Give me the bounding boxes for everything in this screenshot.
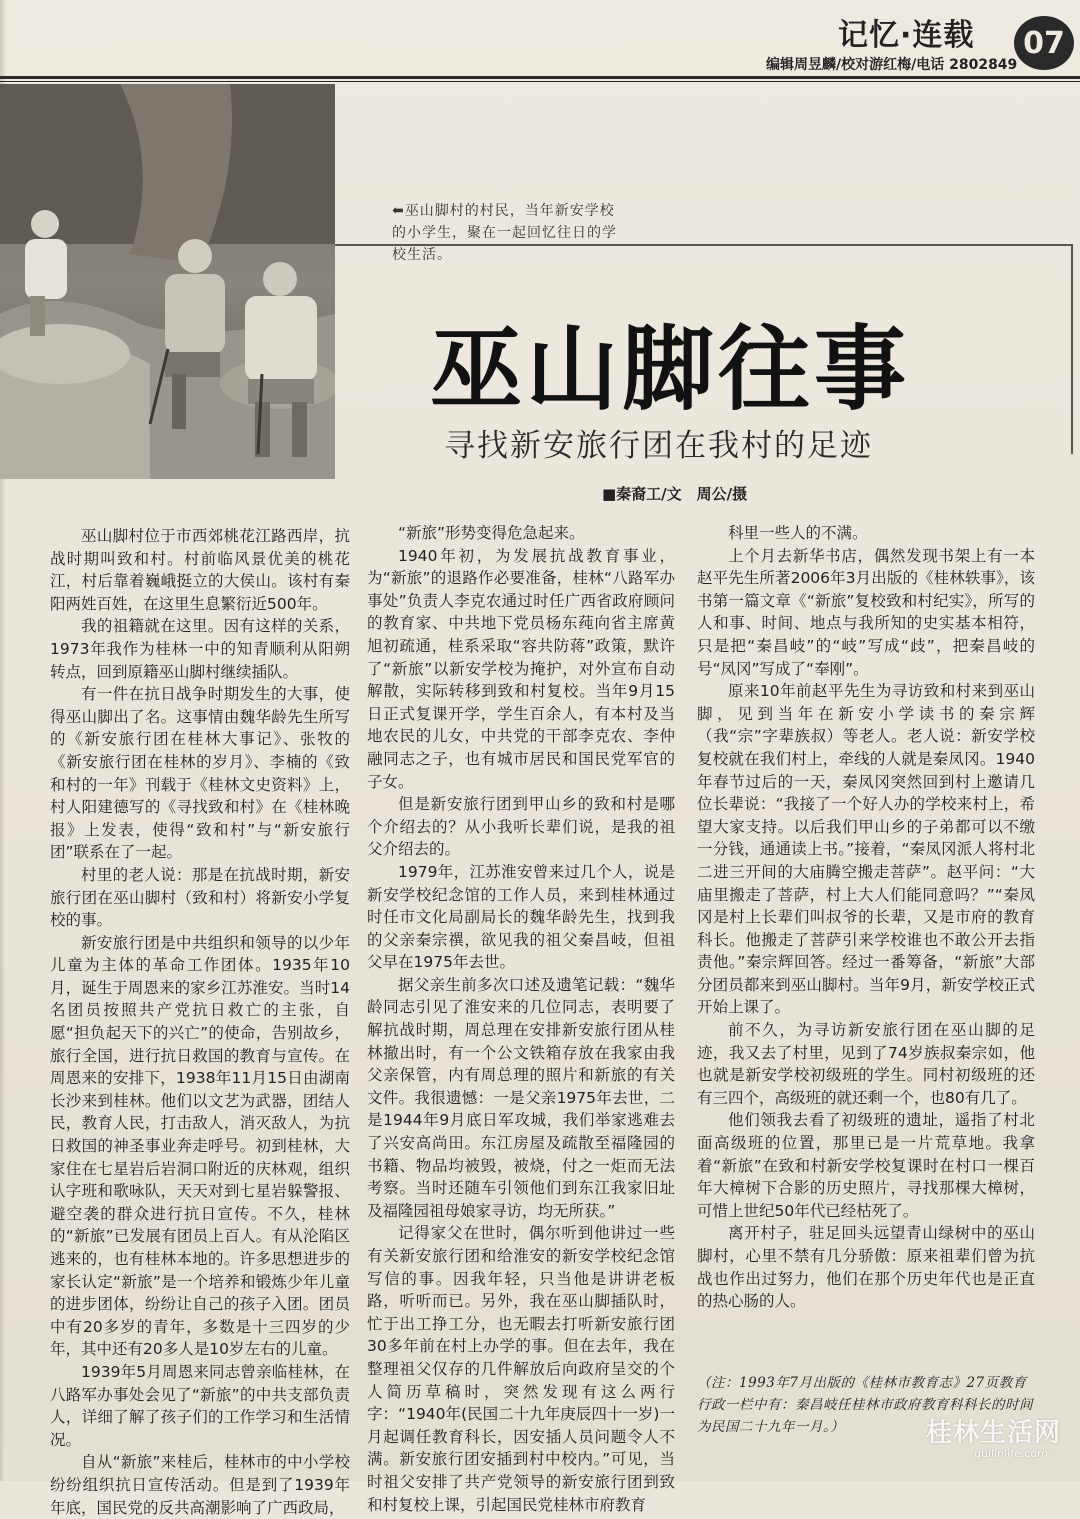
header-rule-thin [0,81,1080,82]
paragraph: 记得家父在世时，偶尔听到他讲过一些有关新安旅行团和给淮安的新安学校纪念馆写信的事。因我年轻，只当他是讲讲老板路，听听而已。另外，我在巫山脚插队时，忙于出工挣工分，也无暇去打听新安旅行团30多年前在村上办学的事。但在去年，我在整理祖父仅存的几件解放后向政府呈交的个人简历草稿时，突然发现有这么两行字：“1940年(民国二十九年庚辰四十一岁)一月起调任教育科长，因安插人员问题令人不满。新安旅行团安插到村中校内。”可见，当时祖父安排了共产党领导的新安旅行团到致和村复校上课，引起国民党桂林市府教育 [367,1224,675,1514]
article-column-2 [367,522,675,1516]
article-title: 巫山脚往事 [430,316,911,423]
village-elders-photo [0,84,335,479]
article-byline: ■秦裔工/文 周公/摄 [602,485,748,503]
paragraph: 村里的老人说：那是在抗战时期，新安旅行团在巫山脚村（致和村）将新安小学复校的事。 [50,865,350,930]
paragraph: 巫山脚村位于市西郊桃花江路西岸，抗战时期叫致和村。村前临风景优美的桃花江，村后靠着巍峨挺立的大侯山。该村有秦阳两姓百姓，在这里生息繁衍近500年。 [50,527,350,613]
site-watermark-url: guilinlife.com [974,1447,1048,1460]
photo-caption: ⬅巫山脚村的村民，当年新安学校的小学生，聚在一起回忆往日的学校生活。 [392,203,617,263]
page-number-badge: 07 [1014,16,1074,70]
paragraph: 有一件在抗日战争时期发生的大事，使得巫山脚出了名。这事情由魏华龄先生所写的《新安旅行团在桂林大事记》、张牧的《新安旅行团在桂林的岁月》、李楠的《致和村的一年》刊载于《桂林文史资料》上，村人阳建德写的《寻找致和村》在《桂林晚报》上发表，使得“致和村”与“新安旅行团”联系在了一起。 [50,685,350,862]
article-column-1 [50,525,350,1519]
paragraph: 1979年，江苏淮安曾来过几个人，说是新安学校纪念馆的工作人员，来到桂林通过时任市文化局副局长的魏华龄先生，找到我的父亲秦宗禩，欲见我的祖父秦昌岐，但祖父早在1975年去世。 [367,862,675,972]
paragraph: 科里一些人的不满。 [728,524,868,542]
paragraph: 1940年初，为发展抗战教育事业，为“新旅”的退路作必要准备，桂林“八路军办事处”负责人李克农通过时任广西省政府顾问的教育家、中共地下党员杨东莼向省主席黄旭初疏通，桂系采取“容共防蒋”政策，默许了“新旅”以新安学校为掩护，对外宣布自动解散，实际转移到致和村复校。当年9月15日正式复课开学，学生百余人，有本村及当地农民的儿女，中共党的干部李克农、李仲融同志之子，也有城市居民和国民党军官的子女。 [367,546,675,791]
paragraph: 上个月去新华书店，偶然发现书架上有一本赵平先生所著2006年3月出版的《桂林轶事》，该书第一篇文章《“新旅”复校致和村纪实》，所写的人和事、时间、地点与我所知的史实基本相符，只是把“秦昌岐”的“岐”写成“歧”，把秦昌岐的号“凤冈”写成了“奉刚”。 [697,546,1035,678]
article-note: （注：1993年7月出版的《桂林市教育志》27页教育行政一栏中有：秦昌岐任桂林市政府教育科科长的时间为民国二十九年一月。） [697,1375,1033,1435]
editor-credits: 编辑周昱麟/校对游红梅/电话 2802849 [766,57,1018,73]
paragraph: 我的祖籍就在这里。因有这样的关系，1973年我作为桂林一中的知青顺利从阳朔转点，回到原籍巫山脚村继续插队。 [50,617,350,681]
paragraph: 但是新安旅行团到甲山乡的致和村是哪个介绍去的？从小我听长辈们说，是我的祖父介绍去的。 [367,795,675,859]
paragraph: 他们领我去看了初级班的遗址，遥指了村北面高级班的位置，那里已是一片荒草地。我拿着“新旅”在致和村新安学校复课时在村口一棵百年大樟树下合影的历史照片，寻找那棵大樟树，可惜上世纪50年代已经枯死了。 [697,1111,1035,1220]
paragraph: “新旅”形势变得危急起来。 [398,524,585,542]
paragraph: 自从“新旅”来桂后，桂林市的中小学校纷纷组织抗日宣传活动。但是到了1939年年底，国民党的反共高潮影响了广西政局， [50,1453,350,1517]
paragraph: 新安旅行团是中共组织和领导的以少年儿童为主体的革命工作团体。1935年10月，诞生于周恩来的家乡江苏淮安。当时14名团员按照共产党抗日救亡的主张，自愿“担负起天下的兴亡”的使命，告别故乡，旅行全国，进行抗日救国的教育与宣传。在周恩来的安排下，1938年11月15日由湖南长沙来到桂林。他们以文艺为武器，团结人民，教育人民，打击敌人，消灭敌人，为抗日救国的神圣事业奔走呼号。初到桂林，大家住在七星岩后岩洞口附近的庆林观，组织认字班和歌咏队，天天对到七星岩躲警报、避空袭的群众进行抗日宣传。不久，桂林的“新旅”已发展有团员上百人。有从沦陷区逃来的，也有桂林本地的。许多思想进步的家长认定“新旅”是一个培养和锻炼少年儿童的进步团体，纷纷让自己的孩子入团。团员中有20多岁的青年，多数是十三四岁的少年，其中还有20多人是10岁左右的儿童。 [50,933,350,1359]
article-subtitle: 寻找新安旅行团在我村的足迹 [444,428,873,464]
paragraph: 据父亲生前多次口述及遗笔记载：“魏华龄同志引见了淮安来的几位同志，表明要了解抗战时期，周总理在安排新安旅行团从桂林撤出时，有一个公文铁箱存放在我家由我父亲保管，内有周总理的照片和新旅的有关文件。我很遗憾：一是父亲1975年去世，二是1944年9月底日军攻城，我们举家逃难去了兴安高尚田。东江房屋及疏散至福隆园的书籍、物品均被毁，被烧，付之一炬而无法考察。当时还随车引领他们到东江我家旧址及福隆园祖母娘家寻访，均无所获。” [367,975,675,1220]
paragraph: 原来10年前赵平先生为寻访致和村来到巫山脚，见到当年在新安小学读书的秦宗辉（我“宗”字辈族叔）等老人。老人说：新安学校复校就在我们村上，牵线的人就是秦凤冈。1940年春节过后的一天，秦凤冈突然回到村上邀请几位长辈说：“我接了一个好人办的学校来村上，希望大家支持。以后我们甲山乡的子弟都可以不缴一分钱，通通读上书。”接着，“秦凤冈派人将村北二进三开间的大庙腾空搬走菩萨”。赵平问：“大庙里搬走了菩萨，村上大人们能同意吗？”“秦凤冈是村上长辈们叫叔爷的长辈，又是市府的教育科长。他搬走了菩萨引来学校谁也不敢公开去指责他。”秦宗辉回答。经过一番筹备，“新旅”大部分团员都来到巫山脚村。当年9月，新安学校正式开始上课了。 [697,682,1035,1017]
site-watermark: 桂林生活网 [926,1418,1062,1448]
paragraph: 1939年5月周恩来同志曾亲临桂林，在八路军办事处会见了“新旅”的中共支部负责人，详细了解了孩子们的工作学习和生活情况。 [50,1362,350,1449]
paragraph: 前不久，为寻访新安旅行团在巫山脚的足迹，我又去了村里，见到了74岁族叔秦宗如，他也就是新安学校初级班的学生。同村初级班的还有三四个，高级班的就还剩一个，也80有几了。 [697,1021,1035,1107]
header-rule [0,76,1080,79]
paragraph: 离开村子，驻足回头远望青山绿树中的巫山脚村，心里不禁有几分骄傲：原来祖辈们曾为抗战也作出过努力，他们在那个历史年代也是正直的热心肠的人。 [697,1224,1035,1311]
article-column-3 [697,522,1035,1313]
section-title: 记忆·连载 [838,18,975,53]
